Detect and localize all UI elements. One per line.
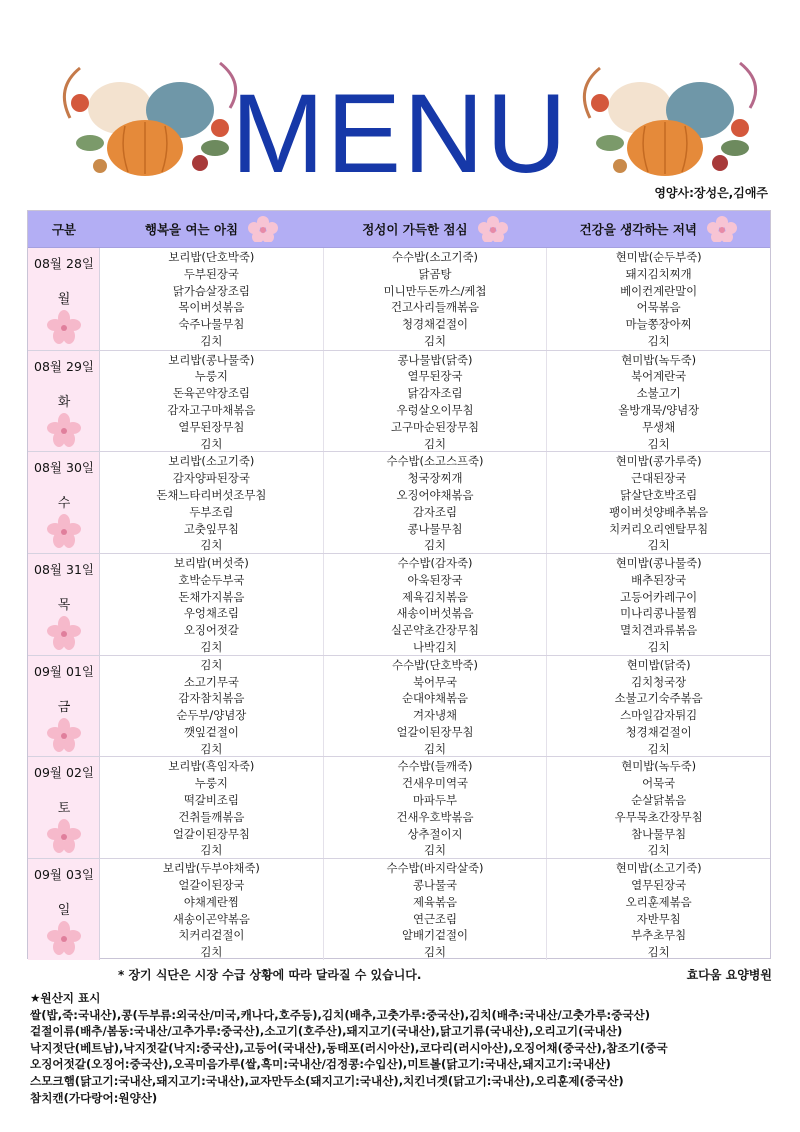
menu-item: 올방개묵/양념장 — [618, 403, 700, 418]
weekday-label: 금 — [57, 699, 71, 715]
menu-item: 마늘쫑장아찌 — [625, 317, 692, 332]
day-row — [28, 858, 770, 960]
header — [0, 0, 800, 210]
menu-item: 감자양파된장국 — [172, 471, 250, 486]
flower-icon — [47, 514, 81, 548]
menu-item: 멸치견과류볶음 — [620, 623, 698, 638]
menu-item: 얼갈이된장국 — [178, 877, 245, 892]
menu-item: 김치 — [424, 538, 447, 553]
meal-cell — [547, 859, 770, 960]
menu-item: 수수밥(소고스프죽) — [386, 454, 484, 469]
flower-icon — [478, 216, 508, 242]
meal-cell — [547, 248, 770, 350]
menu-item: 보리밥(단호박죽) — [168, 250, 255, 264]
column-header-label: 정성이 가득한 점심 — [362, 222, 468, 237]
menu-item: 마파두부 — [413, 793, 458, 808]
menu-item: 오징어야채볶음 — [396, 487, 474, 502]
meal-cell — [547, 452, 770, 553]
meal-cell — [324, 351, 548, 452]
menu-item: 얼갈이된장무침 — [172, 826, 250, 841]
menu-item: 참나물무침 — [631, 826, 687, 841]
menu-item: 돈채느타리버섯조무침 — [156, 487, 267, 502]
meal-cell — [100, 859, 324, 960]
menu-item: 야채계란찜 — [183, 894, 239, 909]
menu-item: 김치 — [200, 657, 223, 672]
menu-item: 깻잎겉절이 — [183, 724, 239, 739]
menu-item: 순대야채볶음 — [401, 691, 469, 706]
menu-item: 수수밥(들깨죽) — [397, 759, 473, 774]
menu-item: 스마일감자튀김 — [620, 708, 698, 723]
dietitian-label: 영양사:장성은,김애주 — [654, 186, 768, 200]
meal-cell — [100, 452, 324, 553]
menu-item: 현미밥(소고기죽) — [615, 861, 702, 876]
date-cell — [28, 757, 100, 858]
weekday-label: 수 — [57, 496, 71, 512]
menu-item: 보리밥(흑임자죽) — [168, 759, 255, 774]
menu-item: 자반무침 — [636, 911, 681, 926]
meal-cell — [324, 757, 548, 858]
menu-item: 김치 — [200, 741, 223, 756]
menu-item: 김치청국장 — [631, 674, 687, 689]
menu-item: 순살닭볶음 — [631, 793, 687, 808]
menu-item: 보리밥(버섯죽) — [173, 556, 249, 571]
menu-item: 목이버섯볶음 — [178, 300, 245, 315]
menu-item: 김치 — [424, 741, 447, 756]
menu-item: 미니만두돈까스/케첩 — [383, 283, 487, 298]
menu-item: 고등어카레구이 — [620, 589, 698, 604]
menu-item: 상추절이지 — [407, 826, 463, 841]
hospital-name: 효다움 요양병원 — [686, 968, 772, 982]
origin-title: ★원산지 표시 — [30, 991, 101, 1005]
menu-item: 돈채가지볶음 — [178, 589, 245, 604]
menu-item: 배추된장국 — [631, 572, 687, 587]
menu-item: 수수밥(바지락살죽) — [386, 861, 484, 876]
date-label: 08월 29일 — [34, 358, 94, 374]
menu-item: 겨자냉채 — [413, 708, 458, 723]
menu-item: 수수밥(감자죽) — [397, 556, 473, 571]
meal-cell — [324, 554, 548, 655]
meal-cell — [324, 859, 548, 960]
date-cell — [28, 248, 100, 350]
menu-item: 새송이버섯볶음 — [396, 606, 474, 621]
table-body — [28, 248, 770, 960]
menu-table — [27, 210, 771, 959]
flower-icon — [47, 413, 81, 447]
menu-item: 건취들깨볶음 — [178, 809, 245, 824]
menu-item: 얼갈이된장무침 — [396, 724, 474, 739]
menu-item: 돈육곤약장조림 — [172, 386, 250, 401]
menu-item: 누룽지 — [194, 776, 228, 791]
menu-item: 감자고구마채볶음 — [167, 403, 256, 418]
menu-item: 오징어젓갈 — [183, 623, 239, 638]
column-header-category: 구분 — [51, 222, 76, 237]
menu-item: 닭살단호박조림 — [620, 487, 698, 502]
menu-item: 알배기겉절이 — [401, 928, 469, 943]
menu-item: 현미밥(콩가루죽) — [615, 454, 702, 469]
meal-cell — [100, 351, 324, 452]
menu-item: 숙주나물무침 — [178, 317, 245, 332]
menu-item: 부추초무침 — [631, 928, 687, 943]
menu-item: 현미밥(닭죽) — [626, 657, 691, 672]
day-row — [28, 248, 770, 350]
date-cell — [28, 351, 100, 452]
meal-cell — [547, 656, 770, 757]
day-row — [28, 756, 770, 858]
menu-item: 김치 — [200, 436, 223, 451]
date-label: 09월 03일 — [34, 867, 94, 883]
meal-cell — [547, 554, 770, 655]
meal-cell — [324, 452, 548, 553]
menu-item: 오리훈제볶음 — [625, 894, 692, 909]
menu-item: 콩나물무침 — [407, 521, 463, 536]
menu-item: 제육볶음 — [413, 894, 458, 909]
menu-item: 건고사리들깨볶음 — [390, 300, 480, 315]
menu-item: 무생채 — [642, 419, 676, 434]
menu-item: 고구마순된장무침 — [390, 419, 480, 434]
menu-item: 콩나물국 — [413, 877, 458, 892]
menu-item: 김치 — [647, 945, 670, 960]
flower-icon — [47, 310, 81, 344]
menu-item: 북어계란국 — [631, 369, 687, 384]
origin-line: 스모크햄(닭고기:국내산,돼지고기:국내산),교자만두소(돼지고기:국내산),치킨너겟(닭고기:국내산),오리훈제(중국산) — [30, 1073, 624, 1088]
origin-section — [30, 990, 775, 1106]
menu-item: 베이컨계란말이 — [620, 283, 698, 298]
menu-item: 연근조림 — [413, 911, 458, 926]
column-header-lunch — [323, 211, 546, 247]
menu-item: 현미밥(콩나물죽) — [615, 556, 702, 571]
menu-item: 우무묵초간장무침 — [614, 809, 703, 824]
menu-item: 김치 — [647, 436, 670, 451]
menu-item: 보리밥(소고기죽) — [168, 454, 255, 469]
menu-item: 김치 — [647, 741, 670, 756]
menu-item: 새송이곤약볶음 — [172, 911, 250, 926]
menu-item: 김치 — [647, 640, 670, 655]
menu-item: 닭가슴살장조림 — [172, 283, 250, 298]
notice-text: * 장기 식단은 시장 수급 상황에 따라 달라질 수 있습니다. — [118, 968, 422, 982]
date-cell — [28, 859, 100, 960]
column-header-label: 건강을 생각하는 저녁 — [579, 222, 697, 237]
meal-cell — [547, 757, 770, 858]
menu-item: 김치 — [200, 843, 223, 858]
menu-item: 소고기무국 — [183, 674, 239, 689]
meal-cell — [100, 757, 324, 858]
menu-item: 어묵국 — [642, 776, 676, 791]
weekday-label: 화 — [57, 394, 71, 410]
flower-icon — [47, 616, 81, 650]
menu-item: 건새우호박볶음 — [396, 809, 474, 824]
origin-line: 참치캔(가다랑어:원양산) — [30, 1090, 158, 1105]
date-label: 09월 01일 — [34, 663, 94, 679]
day-row — [28, 350, 770, 452]
meal-cell — [100, 554, 324, 655]
meal-cell — [324, 248, 548, 350]
menu-item: 돼지김치찌개 — [625, 266, 692, 281]
meal-cell — [324, 656, 548, 757]
date-label: 08월 30일 — [34, 460, 94, 476]
origin-line: 쌀(밥,죽:국내산),콩(두부류:외국산/미국,캐나다,호주등),김치(배추,고춧가루:중국산),김치(배추:국내산/고춧가루:중국산) — [30, 1007, 651, 1022]
menu-item: 우엉채조림 — [183, 606, 239, 621]
menu-item: 소불고기숙주볶음 — [614, 691, 703, 706]
menu-item: 두부된장국 — [183, 266, 239, 281]
menu-item: 치커리오리엔탈무침 — [609, 521, 709, 536]
menu-item: 두부조림 — [189, 504, 234, 519]
menu-item: 고춧잎무침 — [183, 521, 239, 536]
origin-line: 낙지젓단(베트남),낙지젓갈(낙지:중국산),고등어(국내산),동태포(러시아산),코다리(러시아산),오징어채(중국산),참조기(중국 — [30, 1040, 668, 1055]
column-header-breakfast — [100, 211, 323, 247]
menu-item: 콩나물밥(닭죽) — [397, 352, 473, 367]
column-header-dinner — [547, 211, 770, 247]
menu-item: 김치 — [424, 333, 447, 348]
menu-item: 김치 — [647, 538, 670, 553]
menu-item: 열무된장국 — [631, 877, 687, 892]
menu-item: 감자조림 — [413, 504, 458, 519]
origin-line: 겉절이류(배추/봄동:국내산/고추가루:중국산),소고기(호주산),돼지고기(국내산),닭고기류(국내산),오리고기(국내산) — [30, 1024, 623, 1039]
flower-icon — [707, 216, 737, 242]
date-label: 08월 31일 — [34, 562, 94, 578]
menu-item: 수수밥(소고기죽) — [392, 250, 478, 264]
menu-item: 수수밥(단호박죽) — [392, 657, 478, 672]
menu-item: 누룽지 — [194, 369, 228, 384]
date-cell — [28, 554, 100, 655]
menu-item: 김치 — [424, 945, 447, 960]
weekday-label: 일 — [57, 903, 71, 919]
menu-item: 김치 — [200, 333, 223, 348]
origin-line: 오징어젓갈(오징어:중국산),오곡미음가루(쌀,흑미:국내산/검정콩:수입산),미트볼(닭고기:국내산,돼지고기:국내산) — [30, 1057, 611, 1072]
menu-item: 열무된장무침 — [178, 419, 245, 434]
day-row — [28, 451, 770, 553]
meal-cell — [100, 248, 324, 350]
menu-item: 김치 — [424, 843, 447, 858]
weekday-label: 월 — [57, 292, 71, 307]
date-label: 09월 02일 — [34, 765, 94, 781]
flower-icon — [248, 216, 278, 242]
menu-item: 호박순두부국 — [178, 572, 245, 587]
meal-cell — [100, 656, 324, 757]
menu-item: 현미밥(녹두죽) — [621, 352, 697, 367]
menu-item: 미나리콩나물찜 — [620, 606, 698, 621]
menu-item: 보리밥(콩나물죽) — [168, 352, 255, 367]
date-cell — [28, 656, 100, 757]
menu-item: 순두부/양념장 — [176, 708, 247, 723]
menu-item: 김치 — [200, 945, 223, 960]
menu-item: 청국장찌개 — [407, 471, 463, 486]
menu-item: 열무된장국 — [407, 369, 463, 384]
menu-item: 감자참치볶음 — [178, 691, 245, 706]
menu-item: 아욱된장국 — [407, 572, 463, 587]
date-label: 08월 28일 — [34, 256, 94, 271]
menu-item: 청경채겉절이 — [401, 317, 469, 332]
menu-item: 치커리겉절이 — [178, 928, 245, 943]
menu-item: 나박김치 — [413, 640, 458, 655]
menu-item: 청경채겉절이 — [625, 724, 692, 739]
weekday-label: 토 — [57, 801, 71, 817]
menu-item: 김치 — [647, 333, 670, 348]
weekday-label: 목 — [57, 598, 71, 614]
menu-item: 보리밥(두부야채죽) — [162, 861, 260, 876]
day-row — [28, 655, 770, 757]
menu-item: 김치 — [647, 843, 670, 858]
menu-item: 우렁살오이무침 — [396, 403, 474, 418]
flower-icon — [47, 718, 81, 752]
menu-item: 팽이버섯양배추볶음 — [609, 504, 709, 519]
menu-item: 소불고기 — [636, 386, 681, 401]
menu-item: 김치 — [424, 436, 447, 451]
menu-item: 김치 — [200, 538, 223, 553]
menu-item: 현미밥(녹두죽) — [621, 759, 697, 774]
menu-item: 김치 — [200, 640, 223, 655]
menu-item: 닭감자조림 — [407, 386, 463, 401]
menu-item: 건새우미역국 — [401, 776, 469, 791]
menu-item: 닭곰탕 — [418, 266, 452, 281]
page-title: MENU — [231, 71, 569, 196]
menu-item: 실곤약초간장무침 — [390, 623, 480, 638]
flower-icon — [47, 819, 81, 853]
table-header — [28, 211, 770, 248]
menu-item: 어묵볶음 — [636, 300, 681, 315]
menu-item: 떡갈비조림 — [183, 793, 239, 808]
day-row — [28, 553, 770, 655]
flower-icon — [47, 921, 81, 955]
menu-item: 근대된장국 — [631, 471, 687, 486]
column-header-label: 행복을 여는 아침 — [144, 222, 239, 237]
menu-item: 제육김치볶음 — [401, 589, 469, 604]
menu-item: 현미밥(순두부죽) — [615, 250, 702, 264]
meal-cell — [547, 351, 770, 452]
menu-item: 북어무국 — [413, 674, 458, 689]
date-cell — [28, 452, 100, 553]
